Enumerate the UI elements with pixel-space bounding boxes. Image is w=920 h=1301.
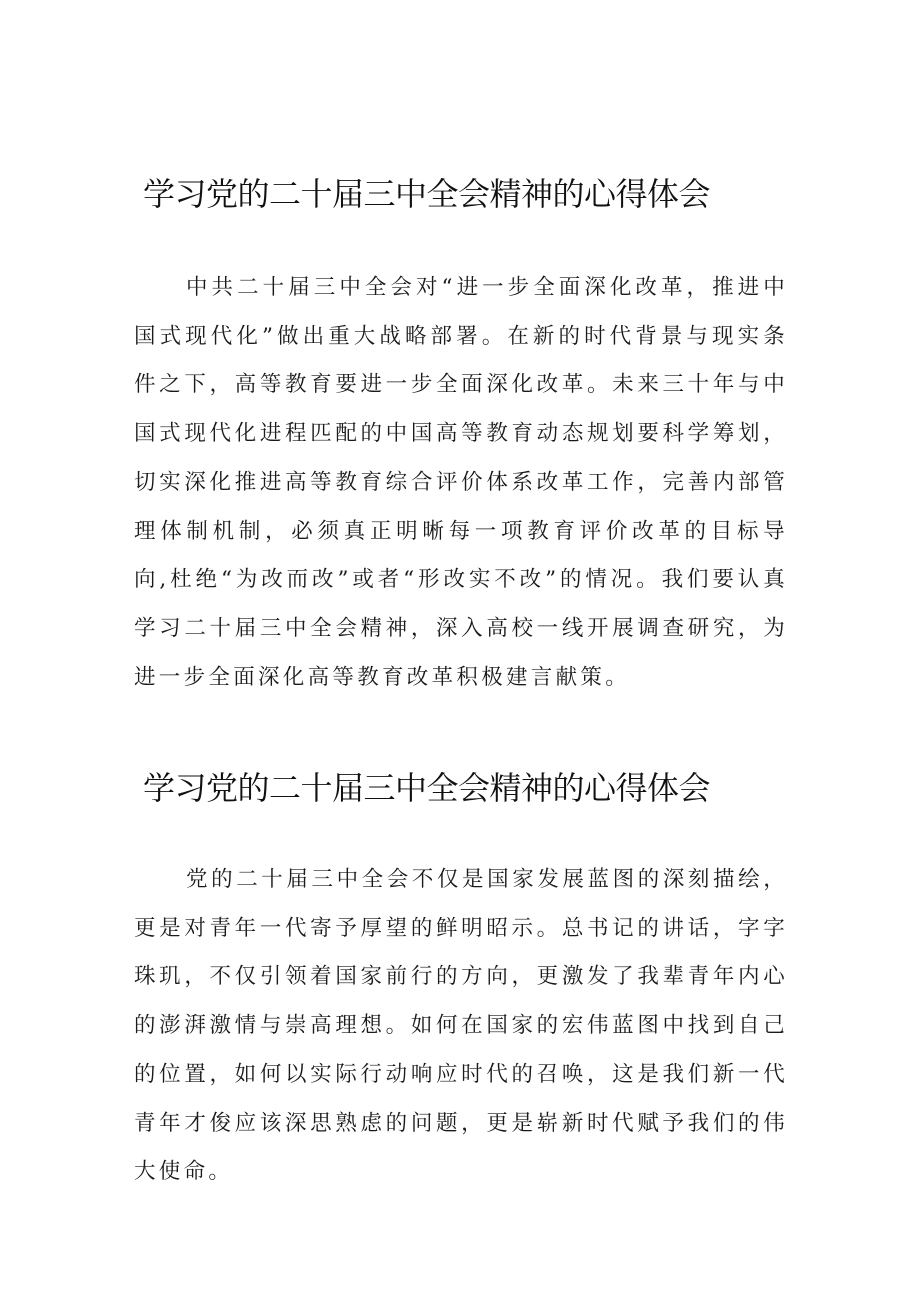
section-1-body: 中共二十届三中全会对“进一步全面深化改革，推进中国式现代化”做出重大战略部署。在新的时代背景与现实条件之下，高等教育要进一步全面深化改革。未来三十年与中国式现代化进程匹配的中国高等教育动态规划要科学筹划，切实深化推进高等教育综合评价体系改革工作，完善内部管理体制机制，必须真正明晰每一项教育评价改革的目标导向,杜绝“为改而改”或者“形改实不改”的情况。我们要认真学习二十届三中全会精神，深入高校一线开展调查研究，为进一步全面深化高等教育改革积极建言献策。 [134,275,788,690]
section-2-title: 学习党的二十届三中全会精神的心得体会 [143,769,711,807]
section-1-title: 学习党的二十届三中全会精神的心得体会 [143,175,711,213]
section-2-body: 党的二十届三中全会不仅是国家发展蓝图的深刻描绘，更是对青年一代寄予厚望的鲜明昭示。总书记的讲话，字字珠玑，不仅引领着国家前行的方向，更激发了我辈青年内心的澎湃激情与崇高理想。如何在国家的宏伟蓝图中找到自己的位置，如何以实际行动响应时代的召唤，这是我们新一代青年才俊应该深思熟虑的问题，更是崭新时代赋予我们的伟大使命。 [134,867,788,1185]
